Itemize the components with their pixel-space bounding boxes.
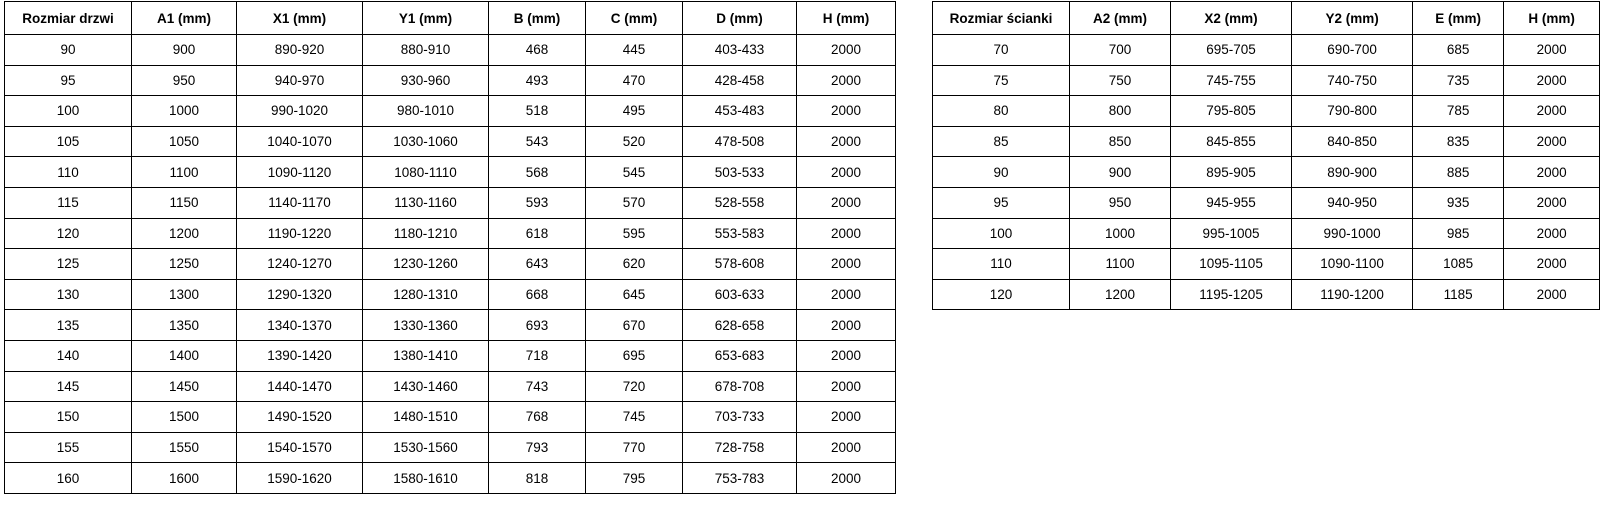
table-row bbox=[933, 279, 1600, 310]
table-cell: 85 bbox=[933, 126, 1070, 157]
table-row bbox=[5, 463, 896, 494]
table-cell: 468 bbox=[489, 35, 586, 66]
table-cell: 1090-1120 bbox=[237, 157, 363, 188]
table-cell: 795 bbox=[586, 463, 683, 494]
table-cell: 1095-1105 bbox=[1171, 249, 1292, 280]
table-cell: 790-800 bbox=[1292, 96, 1413, 127]
table-cell: 1185 bbox=[1413, 279, 1504, 310]
table-cell: 1300 bbox=[132, 279, 237, 310]
table-cell: 2000 bbox=[1504, 249, 1600, 280]
table-cell: 1130-1160 bbox=[363, 187, 489, 218]
table-cell: 2000 bbox=[797, 463, 896, 494]
table-cell: 940-950 bbox=[1292, 187, 1413, 218]
table-cell: 495 bbox=[586, 96, 683, 127]
table-cell: 100 bbox=[933, 218, 1070, 249]
table-cell: 145 bbox=[5, 371, 132, 402]
table-cell: 793 bbox=[489, 432, 586, 463]
table-cell: 643 bbox=[489, 249, 586, 280]
table-cell: 1190-1220 bbox=[237, 218, 363, 249]
table-cell: 693 bbox=[489, 310, 586, 341]
table-cell: 930-960 bbox=[363, 65, 489, 96]
table-cell: 628-658 bbox=[683, 310, 797, 341]
table-cell: 1380-1410 bbox=[363, 340, 489, 371]
table-cell: 1200 bbox=[1070, 279, 1171, 310]
table-cell: 995-1005 bbox=[1171, 218, 1292, 249]
table-cell: 718 bbox=[489, 340, 586, 371]
table-cell: 895-905 bbox=[1171, 157, 1292, 188]
table-cell: 70 bbox=[933, 35, 1070, 66]
table-row bbox=[5, 340, 896, 371]
table-cell: 130 bbox=[5, 279, 132, 310]
table-cell: 1590-1620 bbox=[237, 463, 363, 494]
table-cell: 753-783 bbox=[683, 463, 797, 494]
table-row bbox=[5, 249, 896, 280]
table-row bbox=[5, 371, 896, 402]
table-cell: 950 bbox=[1070, 187, 1171, 218]
table-cell: 620 bbox=[586, 249, 683, 280]
table-cell: 740-750 bbox=[1292, 65, 1413, 96]
table-cell: 1180-1210 bbox=[363, 218, 489, 249]
table-cell: 2000 bbox=[797, 65, 896, 96]
table-cell: 125 bbox=[5, 249, 132, 280]
table-cell: 1490-1520 bbox=[237, 402, 363, 433]
table-cell: 1480-1510 bbox=[363, 402, 489, 433]
table-cell: 1390-1420 bbox=[237, 340, 363, 371]
table-cell: 735 bbox=[1413, 65, 1504, 96]
table-cell: 690-700 bbox=[1292, 35, 1413, 66]
table-row bbox=[5, 310, 896, 341]
table-cell: 950 bbox=[132, 65, 237, 96]
table-cell: 2000 bbox=[797, 126, 896, 157]
doors-dimensions-table-container bbox=[4, 1, 896, 494]
table-cell: 553-583 bbox=[683, 218, 797, 249]
table-row bbox=[5, 402, 896, 433]
table-cell: 80 bbox=[933, 96, 1070, 127]
table-row bbox=[5, 35, 896, 66]
table-cell: 570 bbox=[586, 187, 683, 218]
table-row bbox=[933, 218, 1600, 249]
table-cell: 100 bbox=[5, 96, 132, 127]
table-cell: 900 bbox=[132, 35, 237, 66]
column-header-c: C (mm) bbox=[586, 2, 683, 35]
table-cell: 700 bbox=[1070, 35, 1171, 66]
table-cell: 428-458 bbox=[683, 65, 797, 96]
table-cell: 980-1010 bbox=[363, 96, 489, 127]
table-cell: 115 bbox=[5, 187, 132, 218]
table-cell: 2000 bbox=[1504, 157, 1600, 188]
table-cell: 1200 bbox=[132, 218, 237, 249]
table-cell: 543 bbox=[489, 126, 586, 157]
table-cell: 985 bbox=[1413, 218, 1504, 249]
table-cell: 653-683 bbox=[683, 340, 797, 371]
table-row bbox=[5, 187, 896, 218]
table-cell: 1600 bbox=[132, 463, 237, 494]
table-cell: 1190-1200 bbox=[1292, 279, 1413, 310]
table-row bbox=[933, 157, 1600, 188]
table-cell: 678-708 bbox=[683, 371, 797, 402]
table-row bbox=[933, 187, 1600, 218]
table-cell: 695 bbox=[586, 340, 683, 371]
table-row bbox=[933, 96, 1600, 127]
table-cell: 1090-1100 bbox=[1292, 249, 1413, 280]
table-cell: 703-733 bbox=[683, 402, 797, 433]
table-cell: 618 bbox=[489, 218, 586, 249]
table-row bbox=[5, 279, 896, 310]
table-cell: 1000 bbox=[1070, 218, 1171, 249]
table-cell: 1500 bbox=[132, 402, 237, 433]
table-cell: 90 bbox=[933, 157, 1070, 188]
table-cell: 2000 bbox=[1504, 218, 1600, 249]
table-cell: 105 bbox=[5, 126, 132, 157]
table-cell: 75 bbox=[933, 65, 1070, 96]
table-cell: 95 bbox=[5, 65, 132, 96]
table-cell: 785 bbox=[1413, 96, 1504, 127]
table-cell: 110 bbox=[5, 157, 132, 188]
table-cell: 150 bbox=[5, 402, 132, 433]
table-cell: 593 bbox=[489, 187, 586, 218]
table-cell: 743 bbox=[489, 371, 586, 402]
column-header-d: D (mm) bbox=[683, 2, 797, 35]
table-cell: 845-855 bbox=[1171, 126, 1292, 157]
table-cell: 2000 bbox=[797, 371, 896, 402]
table-cell: 935 bbox=[1413, 187, 1504, 218]
table-cell: 1540-1570 bbox=[237, 432, 363, 463]
table-cell: 880-910 bbox=[363, 35, 489, 66]
table-cell: 1100 bbox=[132, 157, 237, 188]
table-row bbox=[5, 65, 896, 96]
table-cell: 2000 bbox=[797, 35, 896, 66]
table-cell: 1230-1260 bbox=[363, 249, 489, 280]
table-cell: 1250 bbox=[132, 249, 237, 280]
table-cell: 453-483 bbox=[683, 96, 797, 127]
table-cell: 990-1020 bbox=[237, 96, 363, 127]
table-row bbox=[933, 126, 1600, 157]
table-cell: 1450 bbox=[132, 371, 237, 402]
table-cell: 2000 bbox=[797, 279, 896, 310]
table-cell: 120 bbox=[933, 279, 1070, 310]
table-cell: 2000 bbox=[797, 187, 896, 218]
column-header-rozmiar-scianki: Rozmiar ścianki bbox=[933, 2, 1070, 35]
table-row bbox=[933, 35, 1600, 66]
table-cell: 603-633 bbox=[683, 279, 797, 310]
column-header-e: E (mm) bbox=[1413, 2, 1504, 35]
table-cell: 2000 bbox=[1504, 96, 1600, 127]
walls-table-body bbox=[933, 35, 1600, 310]
doors-table-body bbox=[5, 35, 896, 494]
table-cell: 1580-1610 bbox=[363, 463, 489, 494]
table-cell: 445 bbox=[586, 35, 683, 66]
table-cell: 670 bbox=[586, 310, 683, 341]
table-cell: 900 bbox=[1070, 157, 1171, 188]
table-cell: 1400 bbox=[132, 340, 237, 371]
table-cell: 2000 bbox=[1504, 187, 1600, 218]
table-cell: 493 bbox=[489, 65, 586, 96]
table-header-row bbox=[933, 2, 1600, 35]
walls-table-header bbox=[933, 2, 1600, 35]
table-cell: 890-900 bbox=[1292, 157, 1413, 188]
table-cell: 140 bbox=[5, 340, 132, 371]
table-row bbox=[933, 65, 1600, 96]
table-cell: 1330-1360 bbox=[363, 310, 489, 341]
table-cell: 1140-1170 bbox=[237, 187, 363, 218]
table-cell: 818 bbox=[489, 463, 586, 494]
table-cell: 155 bbox=[5, 432, 132, 463]
table-cell: 1240-1270 bbox=[237, 249, 363, 280]
table-cell: 885 bbox=[1413, 157, 1504, 188]
table-cell: 110 bbox=[933, 249, 1070, 280]
table-cell: 1350 bbox=[132, 310, 237, 341]
table-cell: 2000 bbox=[1504, 65, 1600, 96]
table-cell: 1440-1470 bbox=[237, 371, 363, 402]
table-cell: 2000 bbox=[797, 310, 896, 341]
table-cell: 645 bbox=[586, 279, 683, 310]
table-cell: 1550 bbox=[132, 432, 237, 463]
table-cell: 503-533 bbox=[683, 157, 797, 188]
table-cell: 160 bbox=[5, 463, 132, 494]
table-cell: 1080-1110 bbox=[363, 157, 489, 188]
table-cell: 800 bbox=[1070, 96, 1171, 127]
table-cell: 568 bbox=[489, 157, 586, 188]
column-header-a2: A2 (mm) bbox=[1070, 2, 1171, 35]
column-header-y2: Y2 (mm) bbox=[1292, 2, 1413, 35]
table-cell: 850 bbox=[1070, 126, 1171, 157]
table-cell: 90 bbox=[5, 35, 132, 66]
table-cell: 545 bbox=[586, 157, 683, 188]
column-header-x2: X2 (mm) bbox=[1171, 2, 1292, 35]
table-cell: 95 bbox=[933, 187, 1070, 218]
table-cell: 745 bbox=[586, 402, 683, 433]
table-cell: 1100 bbox=[1070, 249, 1171, 280]
table-cell: 1195-1205 bbox=[1171, 279, 1292, 310]
table-cell: 1280-1310 bbox=[363, 279, 489, 310]
table-cell: 1085 bbox=[1413, 249, 1504, 280]
column-header-a1: A1 (mm) bbox=[132, 2, 237, 35]
table-cell: 1150 bbox=[132, 187, 237, 218]
table-cell: 685 bbox=[1413, 35, 1504, 66]
table-cell: 668 bbox=[489, 279, 586, 310]
table-cell: 578-608 bbox=[683, 249, 797, 280]
table-cell: 720 bbox=[586, 371, 683, 402]
table-row bbox=[5, 432, 896, 463]
table-cell: 2000 bbox=[797, 96, 896, 127]
table-cell: 1530-1560 bbox=[363, 432, 489, 463]
table-cell: 2000 bbox=[797, 157, 896, 188]
column-header-x1: X1 (mm) bbox=[237, 2, 363, 35]
table-cell: 2000 bbox=[1504, 279, 1600, 310]
table-cell: 1040-1070 bbox=[237, 126, 363, 157]
table-cell: 835 bbox=[1413, 126, 1504, 157]
column-header-h: H (mm) bbox=[1504, 2, 1600, 35]
table-cell: 1290-1320 bbox=[237, 279, 363, 310]
table-cell: 770 bbox=[586, 432, 683, 463]
table-cell: 1030-1060 bbox=[363, 126, 489, 157]
table-cell: 940-970 bbox=[237, 65, 363, 96]
table-cell: 750 bbox=[1070, 65, 1171, 96]
walls-dimensions-table-container bbox=[932, 1, 1600, 310]
table-cell: 2000 bbox=[1504, 126, 1600, 157]
table-cell: 768 bbox=[489, 402, 586, 433]
table-cell: 2000 bbox=[797, 340, 896, 371]
table-cell: 2000 bbox=[797, 218, 896, 249]
table-cell: 840-850 bbox=[1292, 126, 1413, 157]
walls-dimensions-table bbox=[932, 1, 1600, 310]
table-cell: 745-755 bbox=[1171, 65, 1292, 96]
table-row bbox=[5, 218, 896, 249]
table-cell: 1340-1370 bbox=[237, 310, 363, 341]
table-cell: 2000 bbox=[1504, 35, 1600, 66]
table-cell: 890-920 bbox=[237, 35, 363, 66]
column-header-rozmiar-drzwi: Rozmiar drzwi bbox=[5, 2, 132, 35]
table-row bbox=[5, 96, 896, 127]
table-cell: 403-433 bbox=[683, 35, 797, 66]
table-cell: 1050 bbox=[132, 126, 237, 157]
table-cell: 945-955 bbox=[1171, 187, 1292, 218]
table-cell: 518 bbox=[489, 96, 586, 127]
table-cell: 470 bbox=[586, 65, 683, 96]
table-cell: 695-705 bbox=[1171, 35, 1292, 66]
doors-table-header bbox=[5, 2, 896, 35]
table-cell: 2000 bbox=[797, 432, 896, 463]
column-header-y1: Y1 (mm) bbox=[363, 2, 489, 35]
table-cell: 728-758 bbox=[683, 432, 797, 463]
table-cell: 528-558 bbox=[683, 187, 797, 218]
table-cell: 2000 bbox=[797, 402, 896, 433]
table-cell: 595 bbox=[586, 218, 683, 249]
table-cell: 795-805 bbox=[1171, 96, 1292, 127]
table-cell: 135 bbox=[5, 310, 132, 341]
table-row bbox=[5, 126, 896, 157]
table-cell: 990-1000 bbox=[1292, 218, 1413, 249]
table-cell: 1000 bbox=[132, 96, 237, 127]
table-row bbox=[933, 249, 1600, 280]
table-cell: 2000 bbox=[797, 249, 896, 280]
table-cell: 520 bbox=[586, 126, 683, 157]
table-cell: 1430-1460 bbox=[363, 371, 489, 402]
table-cell: 478-508 bbox=[683, 126, 797, 157]
table-cell: 120 bbox=[5, 218, 132, 249]
column-header-b: B (mm) bbox=[489, 2, 586, 35]
doors-dimensions-table bbox=[4, 1, 896, 494]
table-header-row bbox=[5, 2, 896, 35]
column-header-h: H (mm) bbox=[797, 2, 896, 35]
table-row bbox=[5, 157, 896, 188]
